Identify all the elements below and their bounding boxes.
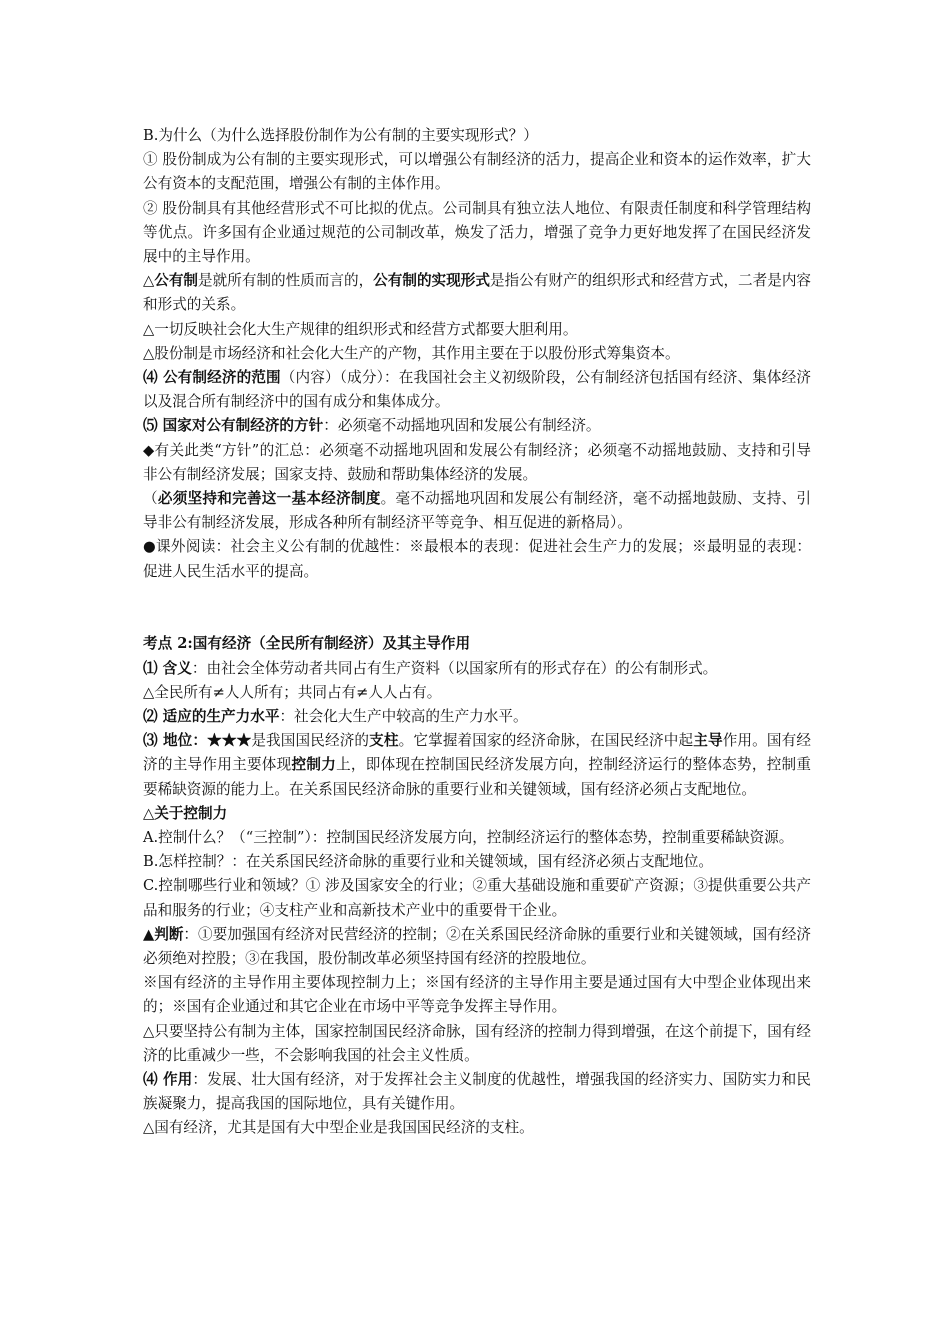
note-text-2: 是指公有财产的组织形式和经营方式，二者是内容和形式的关系。 [143,272,812,314]
policy-open-paren: （ [143,490,158,508]
note-shareholding: △股份制是市场经济和社会化大生产的产物，其作用主要在于以股份形式筹集资本。 [143,344,680,362]
item-5-policy [143,414,811,438]
status-text-3: 作用。国有经济的主导作用主要体现 [143,732,811,774]
productivity-text: ：社会化大生产中较高的生产力水平。 [279,707,528,725]
item-4-label: ⑷ 公有制经济的范围 [143,369,281,387]
document-page [143,124,811,1141]
kaodian-2-definition [143,657,811,681]
policy-bold-text: 必须坚持和完善这一基本经济制度 [157,490,381,508]
note-proportion: △只要坚持公有制为主体，国家控制国民经济命脉，国有经济的控制力得到增强，在这个前提下，国有经济的比重减少一些，不会影响我国的社会主义性质。 [143,1022,811,1064]
note-term-1: 公有制 [154,272,199,290]
kaodian-2-productivity [143,705,811,729]
note-text-1: 是就所有制的性质而言的， [198,272,374,290]
basic-economic-system [143,487,811,535]
note-pillar: △国有经济，尤其是国有大中型企业是我国国民经济的支柱。 [143,1119,534,1137]
note-public-ownership [143,269,811,317]
kaodian-2-title: 考点 2:国有经济（全民所有制经济）及其主导作用 [143,635,471,653]
policy-text: 。毫不动摇地巩固和发展公有制经济，毫不动摇地鼓励、支持、引导非公有制经济发展，形成各种所有制经济平等竞争、相互促进的新格局）。 [143,490,811,532]
judgement [143,923,811,971]
control-a: A.控制什么？（“三控制”）：控制国民经济发展方向，控制经济运行的整体态势，控制重要稀缺资源。 [143,828,794,846]
section-b-point-1: ① 股份制成为公有制的主要实现形式，可以增强公有制经济的活力，提高企业和资本的运作效率，扩大公有资本的支配范围，增强公有制的主体作用。 [143,151,811,193]
item-5-text: ：必须毫不动摇地巩固和发展公有制经济。 [323,417,601,435]
policy-summary: ◆有关此类“方针”的汇总：必须毫不动摇地巩固和发展公有制经济；必须毫不动摇地鼓励、支持和引导非公有制经济发展；国家支持、鼓励和帮助集体经济的发展。 [143,441,811,483]
definition-text: ：由社会全体劳动者共同占有生产资料（以国家所有的形式存在）的公有制形式。 [191,659,718,677]
status-stars: ：★★★ [192,732,252,750]
status-text-4: 上，即体现在控制国民经济发展方向，控制经济运行的整体态势，控制重要稀缺资源的能力上。在关系国民经济命脉的重要行业和关键领域，国有经济必须占支配地位。 [143,756,811,798]
control-b: B.怎样控制？：在关系国民经济命脉的重要行业和关键领域，国有经济必须占支配地位。 [143,853,713,871]
judgement-text: ：①要加强国有经济对民营经济的控制；②在关系国民经济命脉的重要行业和关键领域，国有经济必须绝对控股；③在我国，股份制改革必须坚持国有经济的控股地位。 [143,925,811,967]
status-term-control: 控制力 [291,756,337,774]
note-organization-forms: △一切反映社会化大生产规律的组织形式和经营方式都要大胆利用。 [143,320,578,338]
item-5-label: ⑸ 国家对公有制经济的方针 [143,417,324,435]
kaodian-2-role [143,1068,811,1116]
note-term-2: 公有制的实现形式 [373,272,490,290]
note-leading-role: ※国有经济的主导作用主要体现控制力上；※国有经济的主导作用主要是通过国有大中型企业体现出来的；※国有企业通过和其它企业在市场中平等竞争发挥主导作用。 [143,974,811,1016]
item-4-scope [143,366,811,414]
note-marker: △ [143,272,155,290]
section-b-question: B.为什么（为什么选择股份制作为公有制的主要实现形式？） [143,127,538,144]
status-text-1: 是我国国民经济的 [251,732,370,750]
role-text: ：发展、壮大国有经济，对于发挥社会主义制度的优越性，增强我国的经济实力、国防实力和民族凝聚力，提高我国的国际地位，具有关键作用。 [143,1071,811,1113]
status-term-pillar: 支柱 [369,732,399,750]
section-spacer [143,584,811,633]
control-heading: △关于控制力 [143,804,228,822]
control-c: C.控制哪些行业和领域？① 涉及国家安全的行业；②重大基础设施和重要矿产资源；③提供重要公共产品和服务的行业；④支柱产业和高新技术产业中的重要骨干企业。 [143,877,811,919]
extra-reading: ●课外阅读：社会主义公有制的优越性：※最根本的表现：促进社会生产力的发展；※最明显的表现：促进人民生活水平的提高。 [143,538,811,580]
definition-label: ⑴ 含义 [143,659,192,677]
status-term-leading: 主导 [693,732,723,750]
status-label: ⑶ 地位 [143,732,193,750]
judgement-label: ▲判断 [143,925,184,943]
section-b-point-2: ② 股份制具有其他经营形式不可比拟的优点。公司制具有独立法人地位、有限责任制度和科学管理结构等优点。许多国有企业通过规范的公司制改革，焕发了活力，增强了竞争力更好地发挥了在国民经济发展中的主导作用。 [143,199,811,266]
productivity-label: ⑵ 适应的生产力水平 [143,707,280,725]
kaodian-2-status [143,729,811,802]
item-4-text: （内容）（成分）：在我国社会主义初级阶段，公有制经济包括国有经济、集体经济以及混合所有制经济中的国有成分和集体成分。 [143,369,811,411]
role-label: ⑷ 作用 [143,1071,193,1089]
definition-note: △全民所有≠人人所有；共同占有≠人人占有。 [143,683,442,701]
status-text-2: 。它掌握着国家的经济命脉，在国民经济中起 [398,732,694,750]
